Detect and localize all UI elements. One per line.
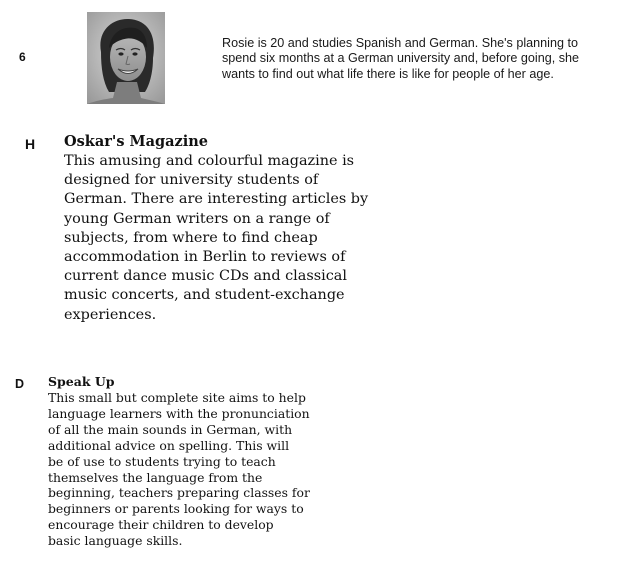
option-d-letter: D	[15, 377, 25, 391]
option-d-line: encourage their children to develop	[48, 517, 274, 533]
option-h-line: experiences.	[64, 306, 157, 323]
option-d-line: beginning, teachers preparing classes for	[48, 485, 310, 501]
option-d-line: themselves the language from the	[48, 469, 263, 485]
option-h-description	[64, 152, 369, 325]
person-description-line: wants to find out what life there is like for people of her age.	[222, 66, 554, 81]
option-h-line: accommodation in Berlin to reviews of	[64, 249, 346, 266]
option-h-line: German. There are interesting articles by	[64, 191, 369, 208]
option-d-line: beginners or parents looking for ways to	[48, 501, 304, 517]
option-h-line: young German writers on a range of	[64, 210, 330, 227]
option-h-line: current dance music CDs and classical	[64, 268, 347, 285]
option-h-letter: H	[25, 136, 36, 152]
option-d-line: language learners with the pronunciation	[48, 405, 310, 421]
option-d-line: of all the main sounds in German, with	[48, 421, 293, 437]
option-h-line: designed for university students of	[64, 172, 319, 189]
question-number: 6	[19, 50, 26, 64]
person-description-line: Rosie is 20 and studies Spanish and German. She's planning to	[222, 36, 578, 50]
option-h-line: This amusing and colourful magazine is	[64, 153, 355, 169]
option-d-description	[48, 390, 318, 549]
option-d-title: Speak Up	[48, 374, 115, 389]
person-description-line: spend six months at a German university and, before going, she	[222, 51, 580, 66]
person-description	[222, 36, 614, 82]
option-h-title: Oskar's Magazine	[64, 133, 209, 150]
option-d-line: This small but complete site aims to help	[48, 390, 306, 405]
option-h-line: subjects, from where to find cheap	[64, 229, 318, 246]
option-d-line: additional advice on spelling. This will	[48, 437, 290, 453]
option-d-line: basic language skills.	[48, 533, 183, 549]
portrait-photo	[87, 12, 165, 104]
option-d-line: be of use to students trying to teach	[48, 453, 276, 469]
option-h-line: music concerts, and student-exchange	[64, 287, 345, 304]
